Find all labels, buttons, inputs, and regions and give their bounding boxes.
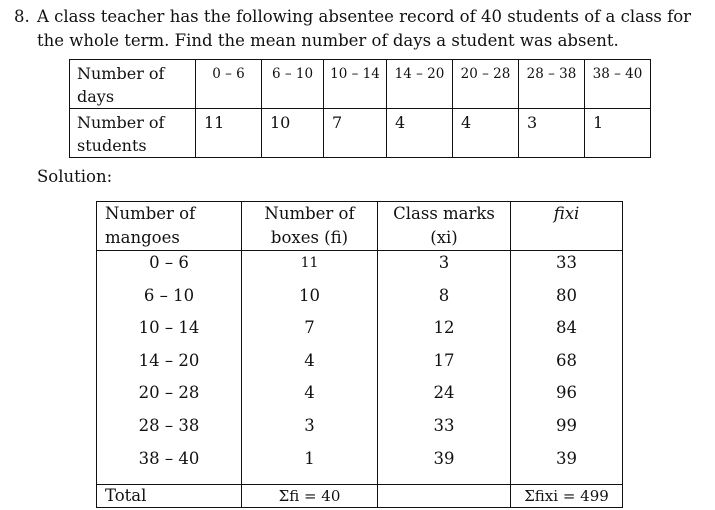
student-count: 7 [324, 109, 387, 158]
absentee-data-table [69, 59, 651, 158]
fixi-column [511, 251, 623, 485]
question-text: A class teacher has the following absentee record of 40 students of a class for the whole term. Find the mean number of days a student was absent. [37, 7, 692, 50]
student-count: 1 [585, 109, 651, 158]
solution-body-row [97, 251, 623, 485]
class-interval: 14 – 20 [387, 60, 453, 109]
fixi-value: 99 [556, 415, 577, 435]
solution-table [96, 201, 623, 508]
question-number: 8. [14, 7, 30, 26]
fixi-value: 96 [556, 383, 577, 403]
header-frequency: Number of boxes (fi) [242, 202, 378, 251]
student-count: 3 [519, 109, 585, 158]
class-interval: 38 – 40 [585, 60, 651, 109]
class-interval: 10 – 14 [138, 318, 200, 338]
class-interval: 0 – 6 [149, 253, 189, 272]
frequency-value: 7 [304, 318, 315, 338]
frequency-value: 4 [304, 383, 315, 403]
class-interval: 28 – 38 [519, 60, 585, 109]
class-mark-value: 8 [438, 285, 450, 305]
class-mark-value: 12 [433, 318, 455, 338]
class-mark-value: 24 [433, 383, 455, 403]
class-mark-value: 3 [438, 253, 450, 272]
frequency-value: 1 [304, 448, 315, 468]
students-row-label: Number of students [70, 109, 196, 158]
total-label: Total [97, 485, 242, 508]
fixi-value: 33 [556, 253, 577, 272]
fixi-value: 68 [556, 350, 577, 370]
class-interval: 0 – 6 [196, 60, 262, 109]
frequency-value: 10 [299, 285, 320, 305]
frequency-value: 4 [304, 350, 315, 370]
student-count: 4 [387, 109, 453, 158]
class-interval-column [97, 251, 242, 485]
class-mark-value: 39 [433, 448, 455, 468]
days-row [70, 60, 651, 109]
students-row [70, 109, 651, 158]
sum-fi: Σfi = 40 [242, 485, 378, 508]
student-count: 10 [262, 109, 324, 158]
header-fixi: fixi [511, 202, 623, 251]
class-interval: 14 – 20 [138, 350, 200, 370]
fixi-value: 39 [556, 448, 577, 468]
frequency-column [242, 251, 378, 485]
class-mark-value: 33 [433, 415, 455, 435]
class-interval: 6 – 10 [143, 285, 195, 305]
fixi-value: 80 [556, 285, 577, 305]
class-interval: 38 – 40 [138, 448, 200, 468]
solution-header-row [97, 202, 623, 251]
class-interval: 28 – 38 [138, 415, 200, 435]
class-interval: 20 – 28 [453, 60, 519, 109]
header-class-marks: Class marks (xi) [378, 202, 511, 251]
fixi-value: 84 [556, 318, 577, 338]
solution-label: Solution: [37, 167, 113, 186]
class-marks-column [378, 251, 511, 485]
class-mark-value: 17 [433, 350, 455, 370]
sum-fixi: Σfixi = 499 [511, 485, 623, 508]
student-count: 11 [196, 109, 262, 158]
class-interval: 10 – 14 [324, 60, 387, 109]
total-row [97, 485, 623, 508]
frequency-value: 11 [300, 255, 319, 271]
empty-cell [378, 485, 511, 508]
header-class-interval: Number of mangoes [97, 202, 242, 251]
frequency-value: 3 [304, 415, 315, 435]
class-interval: 20 – 28 [138, 383, 200, 403]
student-count: 4 [453, 109, 519, 158]
days-row-label: Number of days [70, 60, 196, 109]
class-interval: 6 – 10 [262, 60, 324, 109]
